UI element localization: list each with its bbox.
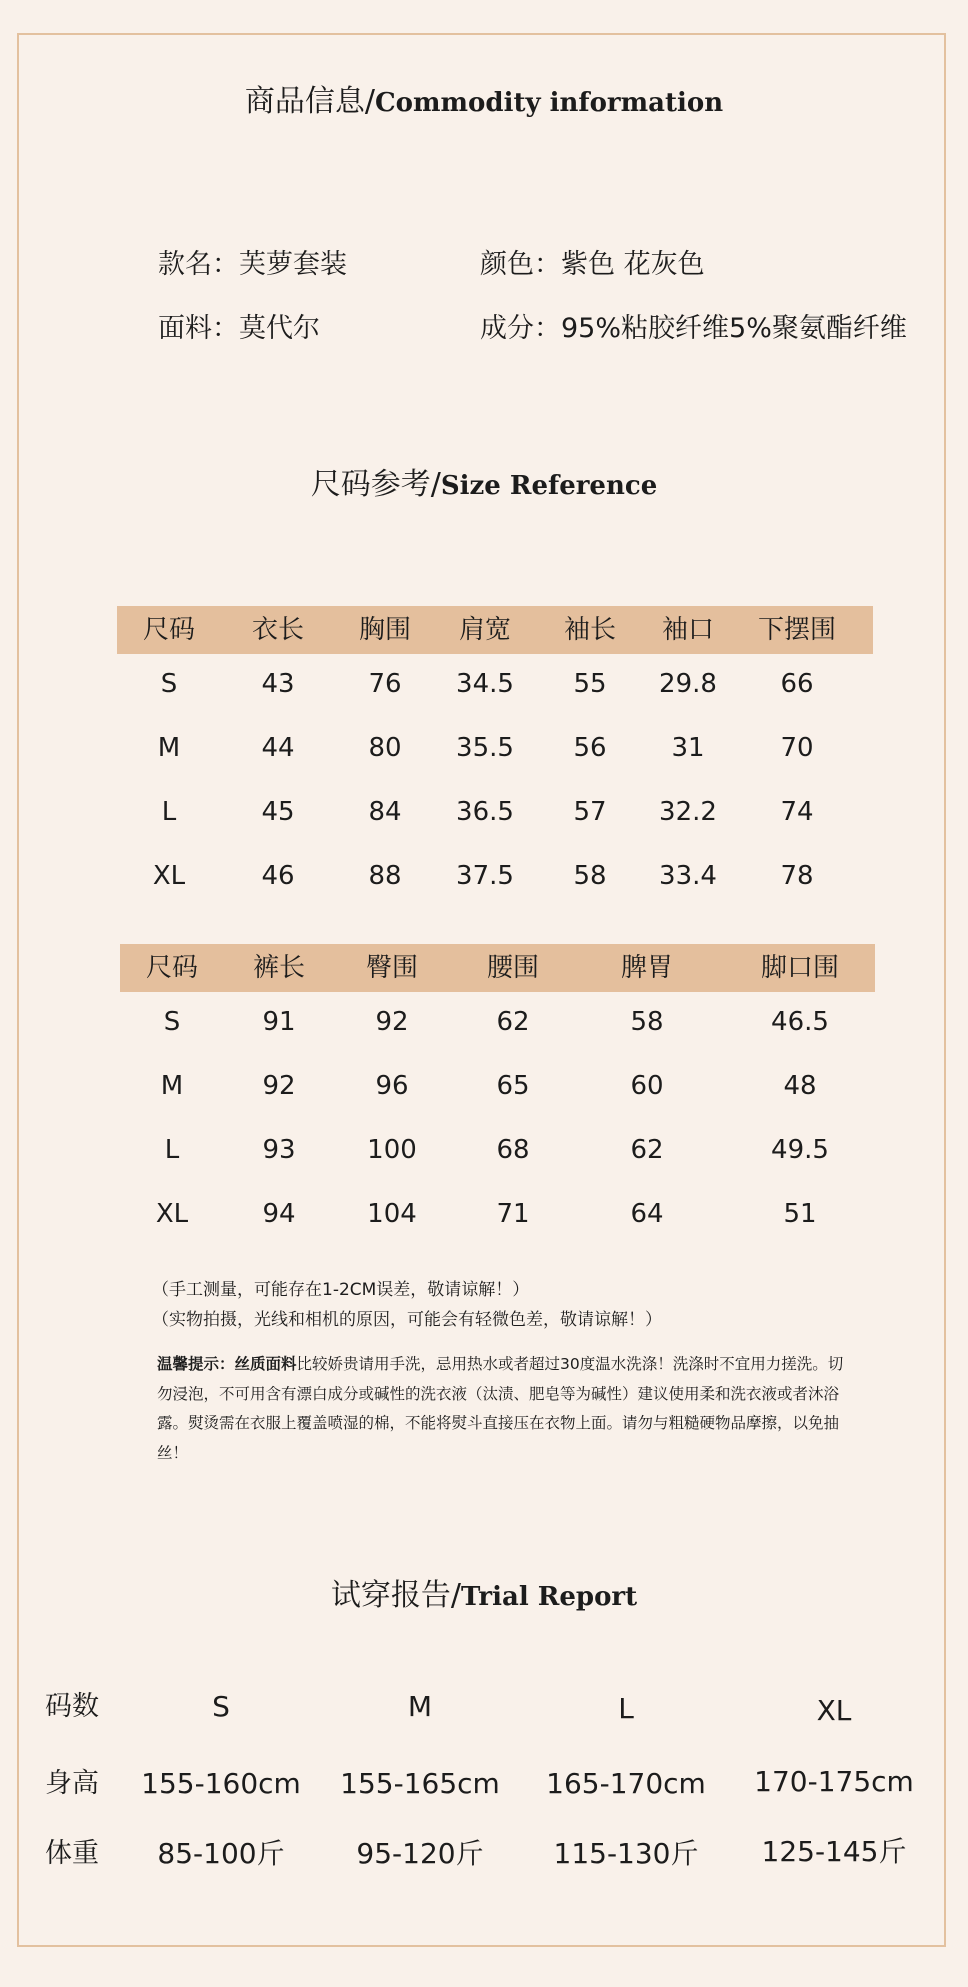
top-table-cell: 78 xyxy=(780,861,814,891)
pants-table-cell: 94 xyxy=(262,1199,296,1229)
care-tip-fabric: 丝质面料 xyxy=(234,1355,297,1373)
pants-table-cell: 93 xyxy=(262,1135,296,1165)
pants-table-cell: 92 xyxy=(375,1007,409,1037)
top-table-header-cell: 下摆围 xyxy=(757,615,837,645)
top-table-cell: 29.8 xyxy=(659,669,717,699)
top-table-cell: 45 xyxy=(261,797,295,827)
top-table-cell: 32.2 xyxy=(659,797,717,827)
top-table-cell: 44 xyxy=(261,733,295,763)
pants-table-header-cell: 尺码 xyxy=(145,953,199,983)
pants-table-cell: 100 xyxy=(367,1135,417,1165)
pants-table-header-cell: 脾胃 xyxy=(620,953,674,983)
top-table-cell: 57 xyxy=(573,797,607,827)
top-table-cell: 80 xyxy=(368,733,402,763)
pants-table-cell: 91 xyxy=(262,1007,296,1037)
top-table-cell: 46 xyxy=(261,861,295,891)
top-table-header-cell: 胸围 xyxy=(358,615,412,645)
top-table-cell: 31 xyxy=(671,733,705,763)
top-table-cell: 74 xyxy=(780,797,814,827)
trial-size-cell: M xyxy=(407,1690,433,1723)
trial-report-title-en: Trial Report xyxy=(460,1582,638,1612)
trial-row-label: 体重 xyxy=(45,1838,99,1869)
trial-height-cell: 155-165cm xyxy=(340,1767,500,1800)
top-table-cell: 33.4 xyxy=(659,861,717,891)
color-note: （实物拍摄，光线和相机的原因，可能会有轻微色差，敬请谅解！） xyxy=(152,1310,662,1330)
size-reference-title xyxy=(0,465,968,506)
pants-table-cell: 62 xyxy=(630,1135,664,1165)
trial-weight-cell: 125-145斤 xyxy=(761,1835,907,1868)
top-table-cell: 84 xyxy=(368,797,402,827)
pants-table-cell: 49.5 xyxy=(771,1135,829,1165)
pants-table-cell: 48 xyxy=(783,1071,817,1101)
size-reference-title-en: Size Reference xyxy=(440,471,658,501)
pants-table-cell: 104 xyxy=(367,1199,417,1229)
top-table-cell: 37.5 xyxy=(456,861,514,891)
trial-report-title xyxy=(0,1576,968,1617)
care-tip xyxy=(157,1350,857,1468)
pants-table-cell: 46.5 xyxy=(771,1007,829,1037)
commodity-title xyxy=(0,82,968,123)
pants-table-cell: S xyxy=(163,1007,181,1037)
measurement-note: （手工测量，可能存在1-2CM误差，敬请谅解！） xyxy=(152,1280,530,1300)
top-table-cell: XL xyxy=(152,861,186,891)
pants-table-cell: L xyxy=(164,1135,180,1165)
top-table-header-cell: 肩宽 xyxy=(458,615,512,645)
top-table-header-cell: 尺码 xyxy=(142,615,196,645)
trial-weight-cell: 85-100斤 xyxy=(157,1837,285,1870)
trial-size-cell: L xyxy=(618,1692,634,1725)
trial-row-label: 码数 xyxy=(45,1691,99,1722)
pants-table-cell: 65 xyxy=(496,1071,530,1101)
top-table-cell: 35.5 xyxy=(456,733,514,763)
top-table-header-cell: 衣长 xyxy=(251,615,305,645)
pants-table-header-cell: 腰围 xyxy=(486,953,540,983)
pants-table-cell: 60 xyxy=(630,1071,664,1101)
trial-size-cell: S xyxy=(212,1690,230,1723)
trial-weight-cell: 115-130斤 xyxy=(553,1837,699,1870)
color-info: 颜色：紫色 花灰色 xyxy=(480,249,705,280)
fabric-info: 面料：莫代尔 xyxy=(158,313,320,344)
top-table-cell: 66 xyxy=(780,669,814,699)
trial-height-cell: 165-170cm xyxy=(546,1767,706,1800)
top-table-header-cell: 袖长 xyxy=(563,615,617,645)
care-tip-text: 比较娇贵请用手洗，忌用热水或者超过30度温水洗涤！洗涤时不宜用力搓洗。切勿浸泡，不可用含有漂白成分或碱性的洗衣液（汰渍、肥皂等为碱性）建议使用柔和洗衣液或者沐浴露。熨烫需在衣服上覆盖喷湿的棉，不能将熨斗直接压在衣物上面。请勿与粗糙硬物品摩擦，以免抽丝！ xyxy=(157,1355,844,1462)
commodity-title-en: Commodity information xyxy=(374,88,724,118)
top-table-cell: 70 xyxy=(780,733,814,763)
top-table-cell: 76 xyxy=(368,669,402,699)
pants-table-cell: 51 xyxy=(783,1199,817,1229)
pants-table-cell: XL xyxy=(155,1199,189,1229)
pants-table-cell: 92 xyxy=(262,1071,296,1101)
pants-table-header-cell: 脚口围 xyxy=(760,953,840,983)
top-table-cell: S xyxy=(160,669,178,699)
trial-weight-cell: 95-120斤 xyxy=(356,1837,484,1870)
pants-table-cell: 64 xyxy=(630,1199,664,1229)
top-table-header-cell: 袖口 xyxy=(661,615,715,645)
commodity-title-cn: 商品信息/ xyxy=(244,84,375,119)
style-name: 款名：芙萝套装 xyxy=(158,249,347,280)
top-table-cell: 88 xyxy=(368,861,402,891)
pants-table-cell: M xyxy=(160,1071,184,1101)
care-tip-label: 温馨提示： xyxy=(157,1355,235,1373)
composition-info: 成分：95%粘胶纤维5%聚氨酯纤维 xyxy=(480,313,907,344)
top-table-cell: 34.5 xyxy=(456,669,514,699)
trial-row-label: 身高 xyxy=(45,1768,99,1799)
pants-table-cell: 58 xyxy=(630,1007,664,1037)
top-table-cell: M xyxy=(157,733,181,763)
pants-table-cell: 62 xyxy=(496,1007,530,1037)
pants-table-cell: 71 xyxy=(496,1199,530,1229)
top-table-cell: 55 xyxy=(573,669,607,699)
top-table-cell: 36.5 xyxy=(456,797,514,827)
top-table-cell: L xyxy=(161,797,177,827)
pants-table-cell: 96 xyxy=(375,1071,409,1101)
top-table-cell: 43 xyxy=(261,669,295,699)
trial-height-cell: 155-160cm xyxy=(141,1767,301,1800)
pants-table-header-cell: 臀围 xyxy=(365,953,419,983)
top-table-cell: 58 xyxy=(573,861,607,891)
pants-table-cell: 68 xyxy=(496,1135,530,1165)
pants-table-header-cell: 裤长 xyxy=(252,953,306,983)
top-table-cell: 56 xyxy=(573,733,607,763)
trial-report-title-cn: 试穿报告/ xyxy=(330,1578,461,1613)
size-reference-title-cn: 尺码参考/ xyxy=(310,467,441,502)
trial-size-cell: XL xyxy=(816,1694,852,1727)
trial-height-cell: 170-175cm xyxy=(754,1765,914,1798)
